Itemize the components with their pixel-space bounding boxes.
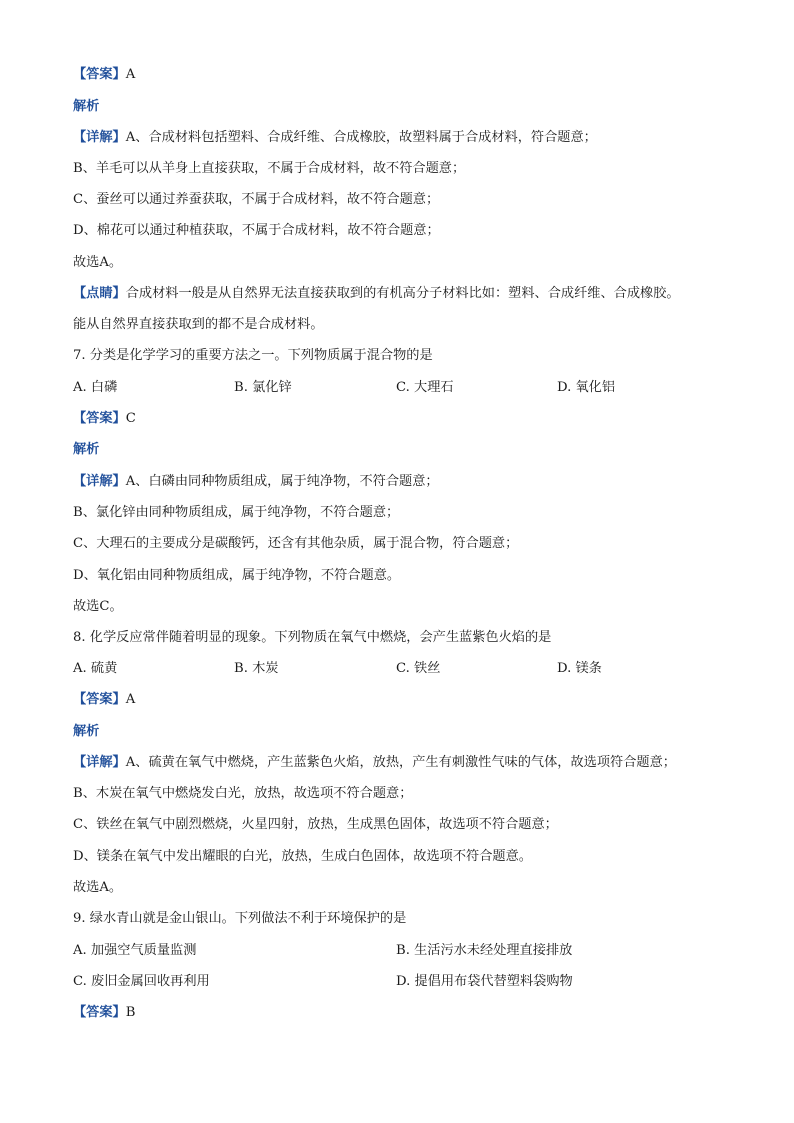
q8-stem: 8. 化学反应常伴随着明显的现象。下列物质在氧气中燃烧，会产生蓝紫色火焰的是 bbox=[73, 630, 552, 645]
q7-detail-d: D、氧化铝由同种物质组成，属于纯净物，不符合题意。 bbox=[73, 568, 401, 583]
answer-value: A bbox=[125, 692, 136, 707]
q8-option-b: B. 木炭 bbox=[234, 661, 279, 676]
q8-detail-d: D、镁条在氧气中发出耀眼的白光，放热，生成白色固体，故选项不符合题意。 bbox=[73, 849, 532, 864]
q7-option-b: B. 氯化锌 bbox=[234, 380, 292, 395]
detail-text: A、白磷由同种物质组成，属于纯净物，不符合题意； bbox=[125, 474, 439, 489]
answer-tag: 【答案】 bbox=[73, 411, 126, 426]
q6-detail-b: B、羊毛可以从羊身上直接获取，不属于合成材料，故不符合题意； bbox=[73, 161, 466, 176]
q8-detail-b: B、木炭在氧气中燃烧发白光，放热，故选项不符合题意； bbox=[73, 786, 413, 801]
q9-option-d: D. 提倡用布袋代替塑料袋购物 bbox=[396, 974, 573, 989]
answer-tag: 【答案】 bbox=[73, 692, 126, 707]
answer-value: A bbox=[125, 67, 136, 82]
answer-value: B bbox=[125, 1005, 136, 1020]
q9-option-c: C. 废旧金属回收再利用 bbox=[73, 974, 210, 989]
q8-detail-a bbox=[73, 753, 753, 773]
q9-options-row2 bbox=[73, 972, 753, 992]
q7-detail-a bbox=[73, 472, 753, 492]
q6-detail-c: C、蚕丝可以通过养蚕获取，不属于合成材料，故不符合题意； bbox=[73, 192, 440, 207]
detail-text: A、硫黄在氧气中燃烧，产生蓝紫色火焰，放热，产生有刺激性气味的气体，故选项符合题意； bbox=[125, 755, 676, 770]
detail-tag: 【详解】 bbox=[73, 474, 126, 489]
answer-tag: 【答案】 bbox=[73, 67, 126, 82]
q7-answer bbox=[73, 409, 753, 429]
q6-remark bbox=[73, 284, 753, 304]
q9-stem: 9. 绿水青山就是金山银山。下列做法不利于环境保护的是 bbox=[73, 911, 407, 926]
q6-remark-cont: 能从自然界直接获取到的都不是合成材料。 bbox=[73, 317, 324, 332]
analysis-tag: 解析 bbox=[73, 442, 100, 457]
q7-analysis bbox=[73, 440, 753, 460]
q6-answer bbox=[73, 65, 753, 85]
q7-options bbox=[73, 378, 753, 398]
q8-option-c: C. 铁丝 bbox=[396, 661, 441, 676]
q7-stem: 7. 分类是化学学习的重要方法之一。下列物质属于混合物的是 bbox=[73, 348, 433, 363]
answer-tag: 【答案】 bbox=[73, 1005, 126, 1020]
detail-tag: 【详解】 bbox=[73, 130, 126, 145]
q7-option-d: D. 氧化铝 bbox=[557, 380, 616, 395]
q8-detail-c: C、铁丝在氧气中剧烈燃烧，火星四射，放热，生成黑色固体，故选项不符合题意； bbox=[73, 817, 558, 832]
q7-option-a: A. 白磷 bbox=[73, 380, 118, 395]
detail-tag: 【详解】 bbox=[73, 755, 126, 770]
q9-options-row1 bbox=[73, 941, 753, 961]
q8-conclusion: 故选A。 bbox=[73, 880, 123, 895]
q8-option-d: D. 镁条 bbox=[557, 661, 602, 676]
q8-options bbox=[73, 659, 753, 679]
q7-detail-c: C、大理石的主要成分是碳酸钙，还含有其他杂质，属于混合物，符合题意； bbox=[73, 536, 519, 551]
analysis-tag: 解析 bbox=[73, 99, 100, 114]
remark-tag: 【点睛】 bbox=[73, 286, 126, 301]
q6-conclusion: 故选A。 bbox=[73, 255, 123, 270]
answer-value: C bbox=[125, 411, 136, 426]
analysis-tag: 解析 bbox=[73, 724, 100, 739]
q6-detail-d: D、棉花可以通过种植获取，不属于合成材料，故不符合题意； bbox=[73, 223, 440, 238]
q8-option-a: A. 硫黄 bbox=[73, 661, 118, 676]
q8-analysis bbox=[73, 722, 753, 742]
q7-option-c: C. 大理石 bbox=[396, 380, 454, 395]
q9-option-b: B. 生活污水未经处理直接排放 bbox=[396, 943, 573, 958]
q7-conclusion: 故选C。 bbox=[73, 599, 123, 614]
q6-analysis bbox=[73, 97, 753, 117]
detail-text: A、合成材料包括塑料、合成纤维、合成橡胶，故塑料属于合成材料，符合题意； bbox=[125, 130, 597, 145]
q8-answer bbox=[73, 690, 753, 710]
q9-option-a: A. 加强空气质量监测 bbox=[73, 943, 197, 958]
q9-answer bbox=[73, 1003, 753, 1023]
q7-detail-b: B、氯化锌由同种物质组成，属于纯净物，不符合题意； bbox=[73, 505, 400, 520]
remark-text: 合成材料一般是从自然界无法直接获取到的有机高分子材料比如：塑料、合成纤维、合成橡胶。 bbox=[125, 286, 680, 301]
q6-detail-a bbox=[73, 128, 753, 148]
